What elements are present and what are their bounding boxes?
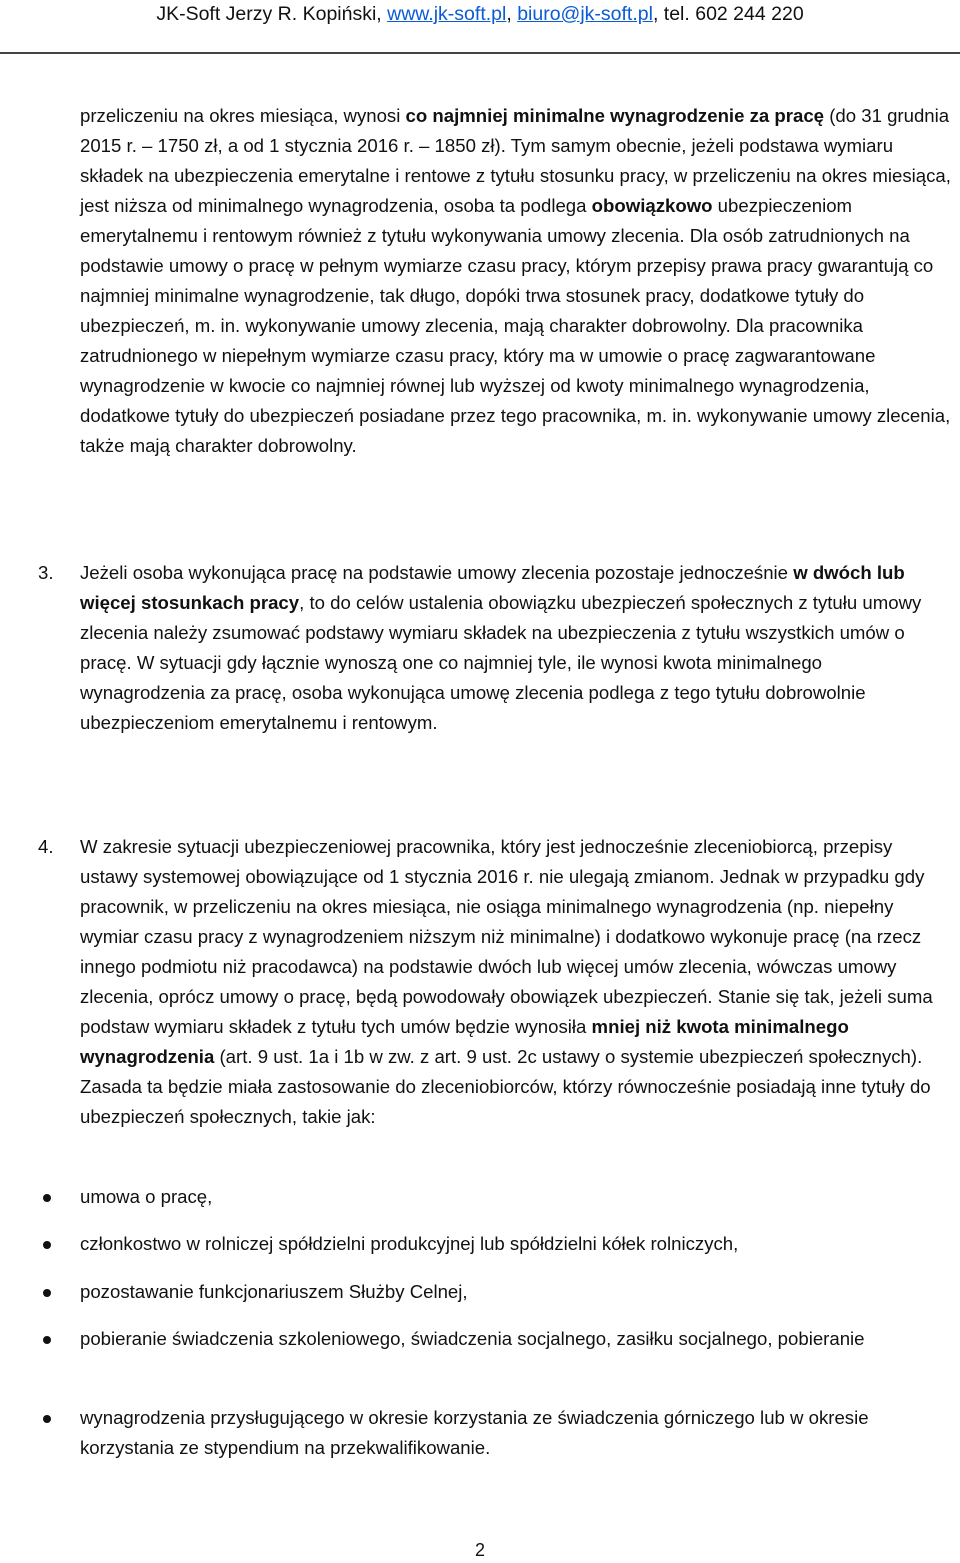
item-text: Jeżeli osoba wykonująca pracę na podstawie umowy zlecenia pozostaje jednocześnie [80,562,794,583]
paragraph-text: ubezpieczeniom emerytalnemu i rentowym również z tytułu wykonywania umowy zlecenia. Dla osób zatrudnionych na podstawie umowy o pracę w pełnym wymiarze czasu pracy, którym przepisy prawa pracy gwarantują co najmniej minimalne wynagrodzenie, tak długo, dopóki trwa stosunek pracy, dodatkowe tytuły do ubezpieczeń, m. in. wykonywanie umowy zlecenia, mają charakter dobrowolny. Dla pracownika zatrudnionego w niepełnym wymiarze czasu pracy, który ma w umowie o pracę zagwarantowane wynagrodzenie w kwocie co najmniej równej lub wyższej od kwoty minimalnego wynagrodzenia, dodatkowe tytuły do ubezpieczeń posiadane przez tego pracownika, m. in. wykonywanie umowy zlecenia, także mają charakter dobrowolny. [80,195,951,456]
header-company: JK-Soft Jerzy R. Kopiński, [156,3,388,25]
header-divider [0,52,960,54]
item-text: , to do celów ustalenia obowiązku ubezpieczeń społecznych z tytułu umowy zlecenia należy zsumować podstawy wymiaru składek na ubezpieczenia z tytułu wszystkich umów o pracę. W sytuacji gdy łącznie wynoszą one co najmniej tyle, ile wynosi kwota minimalnego wynagrodzenia za pracę, osoba wykonująca umowę zlecenia podlega z tego tytułu dobrowolnie ubezpieczeniom emerytalnemu i rentowym. [80,592,922,733]
bullet-text: umowa o pracę, [80,1186,213,1207]
bullet-text: członkostwo w rolniczej spółdzielni produkcyjnej lub spółdzielni kółek rolniczych, [80,1233,739,1254]
header-separator: , [506,3,518,25]
header-email-link[interactable]: biuro@jk-soft.pl [517,3,653,25]
bullet-icon [43,1241,51,1249]
bullet-text: pobieranie świadczenia szkoleniowego, świadczenia socjalnego, zasiłku socjalnego, pobieranie [80,1328,865,1349]
paragraph-bold-text: obowiązkowo [591,195,713,216]
bullet-icon [43,1336,51,1344]
paragraph-continuation [80,101,952,461]
item-bold-text: mniej niż kwota minimalnego wynagrodzenia [80,1016,849,1067]
header-line [156,0,803,28]
header-website-link[interactable]: www.jk-soft.pl [387,3,507,25]
bullet-text: pozostawanie funkcjonariuszem Służby Celnej, [80,1281,468,1302]
item-number-4: 4. [38,836,54,857]
bullet-icon [43,1289,51,1297]
paragraph-text: przeliczeniu na okres miesiąca, wynosi [80,105,406,126]
paragraph-text: (do 31 grudnia 2015 r. ‒ 1750 zł, a od 1 stycznia 2016 r. ‒ 1850 zł). Tym samym obecnie, jeżeli podstawa wymiaru składek na ubezpieczenia emerytalne i rentowe z tytułu stosunku pracy, w przeliczeniu na okres miesiąca, jest niższa od minimalnego wynagrodzenia, osoba ta podlega [80,105,951,216]
page-number: 2 [474,1540,485,1560]
item-text: W zakresie sytuacji ubezpieczeniowej pracownika, który jest jednocześnie zleceniobiorcą, przepisy ustawy systemowej obowiązujące od 1 stycznia 2016 r. nie ulegają zmianom. Jednak w przypadku gdy pracownik, w przeliczeniu na okres miesiąca, nie osiąga minimalnego wynagrodzenia (np. niepełny wymiar czasu pracy z wynagrodzeniem niższym niż minimalne) i dodatkowo wykonuje pracę (na rzecz innego podmiotu niż pracodawca) na podstawie dwóch lub więcej umów zlecenia, wówczas umowy zlecenia, oprócz umowy o pracę, będą powodowały obowiązek ubezpieczeń. Stanie się tak, jeżeli suma podstaw wymiaru składek z tytułu tych umów będzie wynosiła [80,836,933,1037]
bullet-text: wynagrodzenia przysługującego w okresie korzystania ze świadczenia górniczego lub w okresie korzystania ze stypendium na przekwalifikowanie. [80,1407,869,1458]
item-4-text [80,832,952,1132]
bullet-icon [43,1415,51,1423]
page-header [0,0,960,52]
paragraph-bold-text: co najmniej minimalne wynagrodzenie za pracę [405,105,825,126]
bullet-icon [43,1194,51,1202]
item-text: (art. 9 ust. 1a i 1b w zw. z art. 9 ust. 2c ustawy o systemie ubezpieczeń społecznych). Zasada ta będzie miała zastosowanie do zleceniobiorców, którzy równocześnie posiadają inne tytuły do ubezpieczeń społecznych, takie jak: [80,1046,931,1127]
item-bold-text: w dwóch lub więcej stosunkach pracy [80,562,905,613]
header-phone: , tel. 602 244 220 [652,3,804,25]
item-3-text [80,558,952,738]
item-number-3: 3. [38,562,54,583]
